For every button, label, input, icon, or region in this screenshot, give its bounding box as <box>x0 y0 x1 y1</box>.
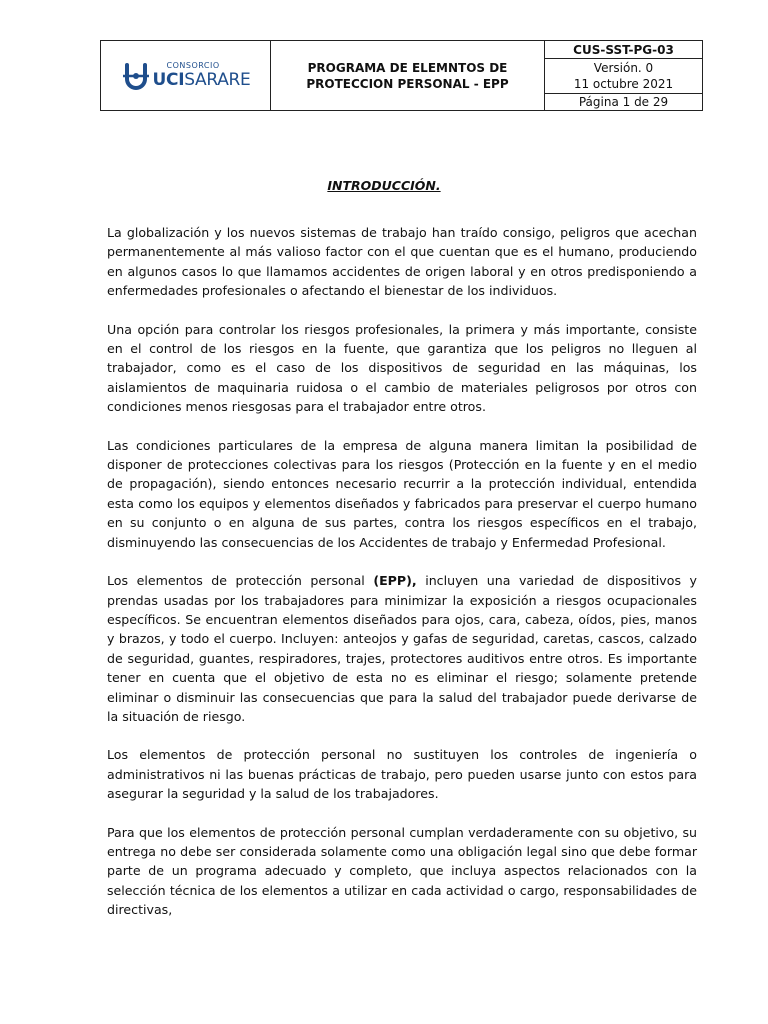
version-date: 11 octubre 2021 <box>573 77 674 91</box>
paragraph-1: La globalización y los nuevos sistemas de trabajo han traído consigo, peligros que acechan permanentemente al más valioso factor con el que cuentan que es el humano, produciendo en algunos casos lo que llamamos accidentes de origen laboral y en otros predisponiendo a enfermedades profesionales o afectando el bienestar de los individuos. <box>107 225 697 299</box>
paragraph-4 <box>107 571 697 726</box>
document-body <box>107 223 697 939</box>
document-meta <box>545 41 702 110</box>
program-title-line1: PROGRAMA DE ELEMNTOS DE <box>307 60 508 75</box>
paragraph-4-rest: incluyen una variedad de dispositivos y prendas usadas por los trabajadores para minimizar la exposición a riesgos ocupacionales específicos. Se encuentran elementos diseñados para ojos, cara, cabeza, oídos, pies, manos y brazos, y todo el cuerpo. Incluyen: anteojos y gafas de seguridad, caretas, cascos, calzado de seguridad, guantes, respiradores, trajes, protectores auditivos entre otros. Es importante tener en cuenta que el objetivo de esta no es eliminar el riesgo; solamente pretende eliminar o disminuir las consecuencias que para la salud del trabajador puede derivarse de la situación de riesgo. <box>107 573 697 724</box>
logo-uci-text: UCI <box>152 70 185 90</box>
program-title-line2: PROTECCION PERSONAL - EPP <box>306 76 509 91</box>
company-logo <box>121 59 251 93</box>
paragraph-3: Las condiciones particulares de la empresa de alguna manera limitan la posibilidad de disponer de protecciones colectivas para los riesgos (Protección en la fuente y en el medio de propagación), siendo entonces necesario recurrir a la protección individual, entendida esta como los equipos y elementos diseñados y fabricados para preservar el cuerpo humano en su conjunto o en alguna de sus partes, contra los riesgos específicos en el trabajo, disminuyendo las consecuencias de los Accidentes de trabajo y Enfermedad Profesional. <box>107 437 697 550</box>
document-version <box>545 59 702 94</box>
consorcio-logo-icon <box>121 59 151 93</box>
logo-name <box>153 70 251 90</box>
logo-cell <box>101 41 271 110</box>
program-title <box>271 41 545 110</box>
section-heading: INTRODUCCIÓN. <box>327 178 441 193</box>
document-header <box>100 40 703 111</box>
paragraph-6: Para que los elementos de protección personal cumplan verdaderamente con su objetivo, su entrega no debe ser considerada solamente como una obligación legal sino que debe formar parte de un programa adecuado y completo, que incluya aspectos relacionados con la selección técnica de los elementos a utilizar en cada actividad o cargo, responsabilidades de directivas, <box>107 824 697 918</box>
document-code: CUS-SST-PG-03 <box>545 41 702 59</box>
paragraph-2: Una opción para controlar los riesgos profesionales, la primera y más importante, consiste en el control de los riesgos en la fuente, que garantiza que los peligros no lleguen al trabajador, como es el caso de los dispositivos de seguridad en las máquinas, los aislamientos de maquinaria ruidosa o el cambio de materiales peligrosos por otros con condiciones menos riesgosas para el trabajador entre otros. <box>107 321 697 415</box>
epp-term: (EPP), <box>373 573 417 589</box>
version-label: Versión. 0 <box>593 61 654 75</box>
logo-sarare-text: SARARE <box>184 70 251 90</box>
paragraph-4-start: Los elementos de protección personal <box>107 573 374 589</box>
page-number: Página 1 de 29 <box>578 95 669 109</box>
paragraph-5: Los elementos de protección personal no sustituyen los controles de ingeniería o administrativos ni las buenas prácticas de trabajo, pero pueden usarse junto con estos para asegurar la seguridad y la salud de los trabajadores. <box>107 747 697 802</box>
logo-consorcio-text: CONSORCIO <box>166 61 220 70</box>
